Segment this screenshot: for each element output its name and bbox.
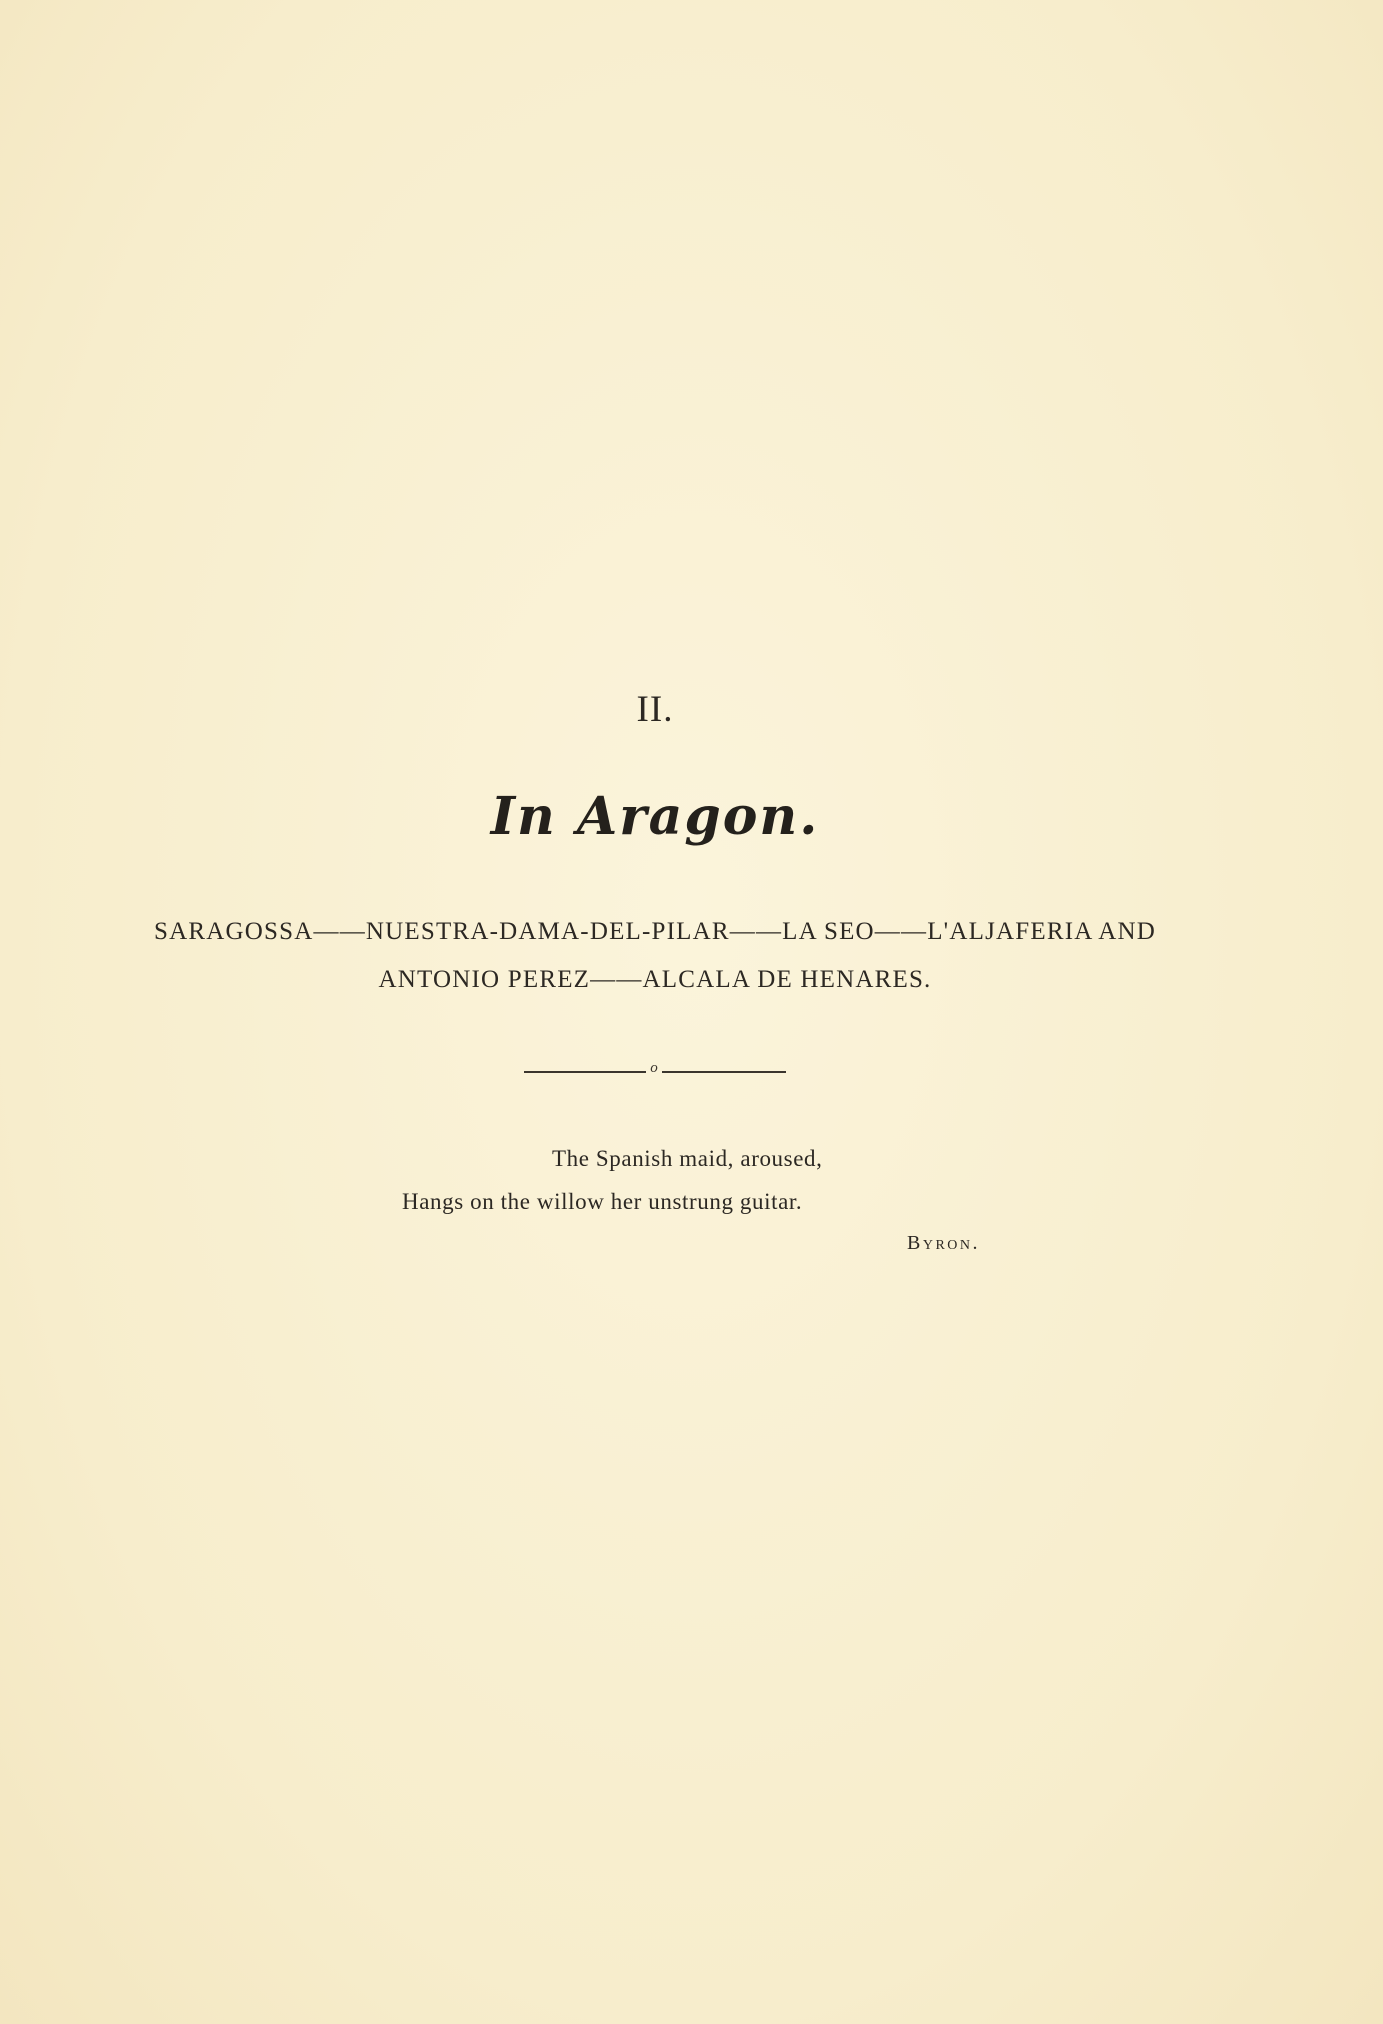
chapter-title: In Aragon. (490, 786, 820, 847)
epigraph-attribution: Byron. (907, 1232, 981, 1254)
divider-ornament: o (650, 1060, 658, 1076)
divider-rule-right (662, 1071, 786, 1073)
epigraph-line: The Spanish maid, aroused, (552, 1146, 823, 1171)
contents-line: ANTONIO PEREZ——ALCALA DE HENARES. (378, 966, 932, 993)
epigraph-line: Hangs on the willow her unstrung guitar. (402, 1189, 803, 1214)
chapter-contents (100, 908, 1210, 1004)
chapter-number: II. (636, 689, 674, 730)
contents-line: SARAGOSSA——NUESTRA-DAMA-DEL-PILAR——LA SEO——L'ALJAFERIA AND (154, 918, 1156, 945)
ornamental-divider (524, 1060, 786, 1078)
divider-rule-left (524, 1071, 646, 1073)
